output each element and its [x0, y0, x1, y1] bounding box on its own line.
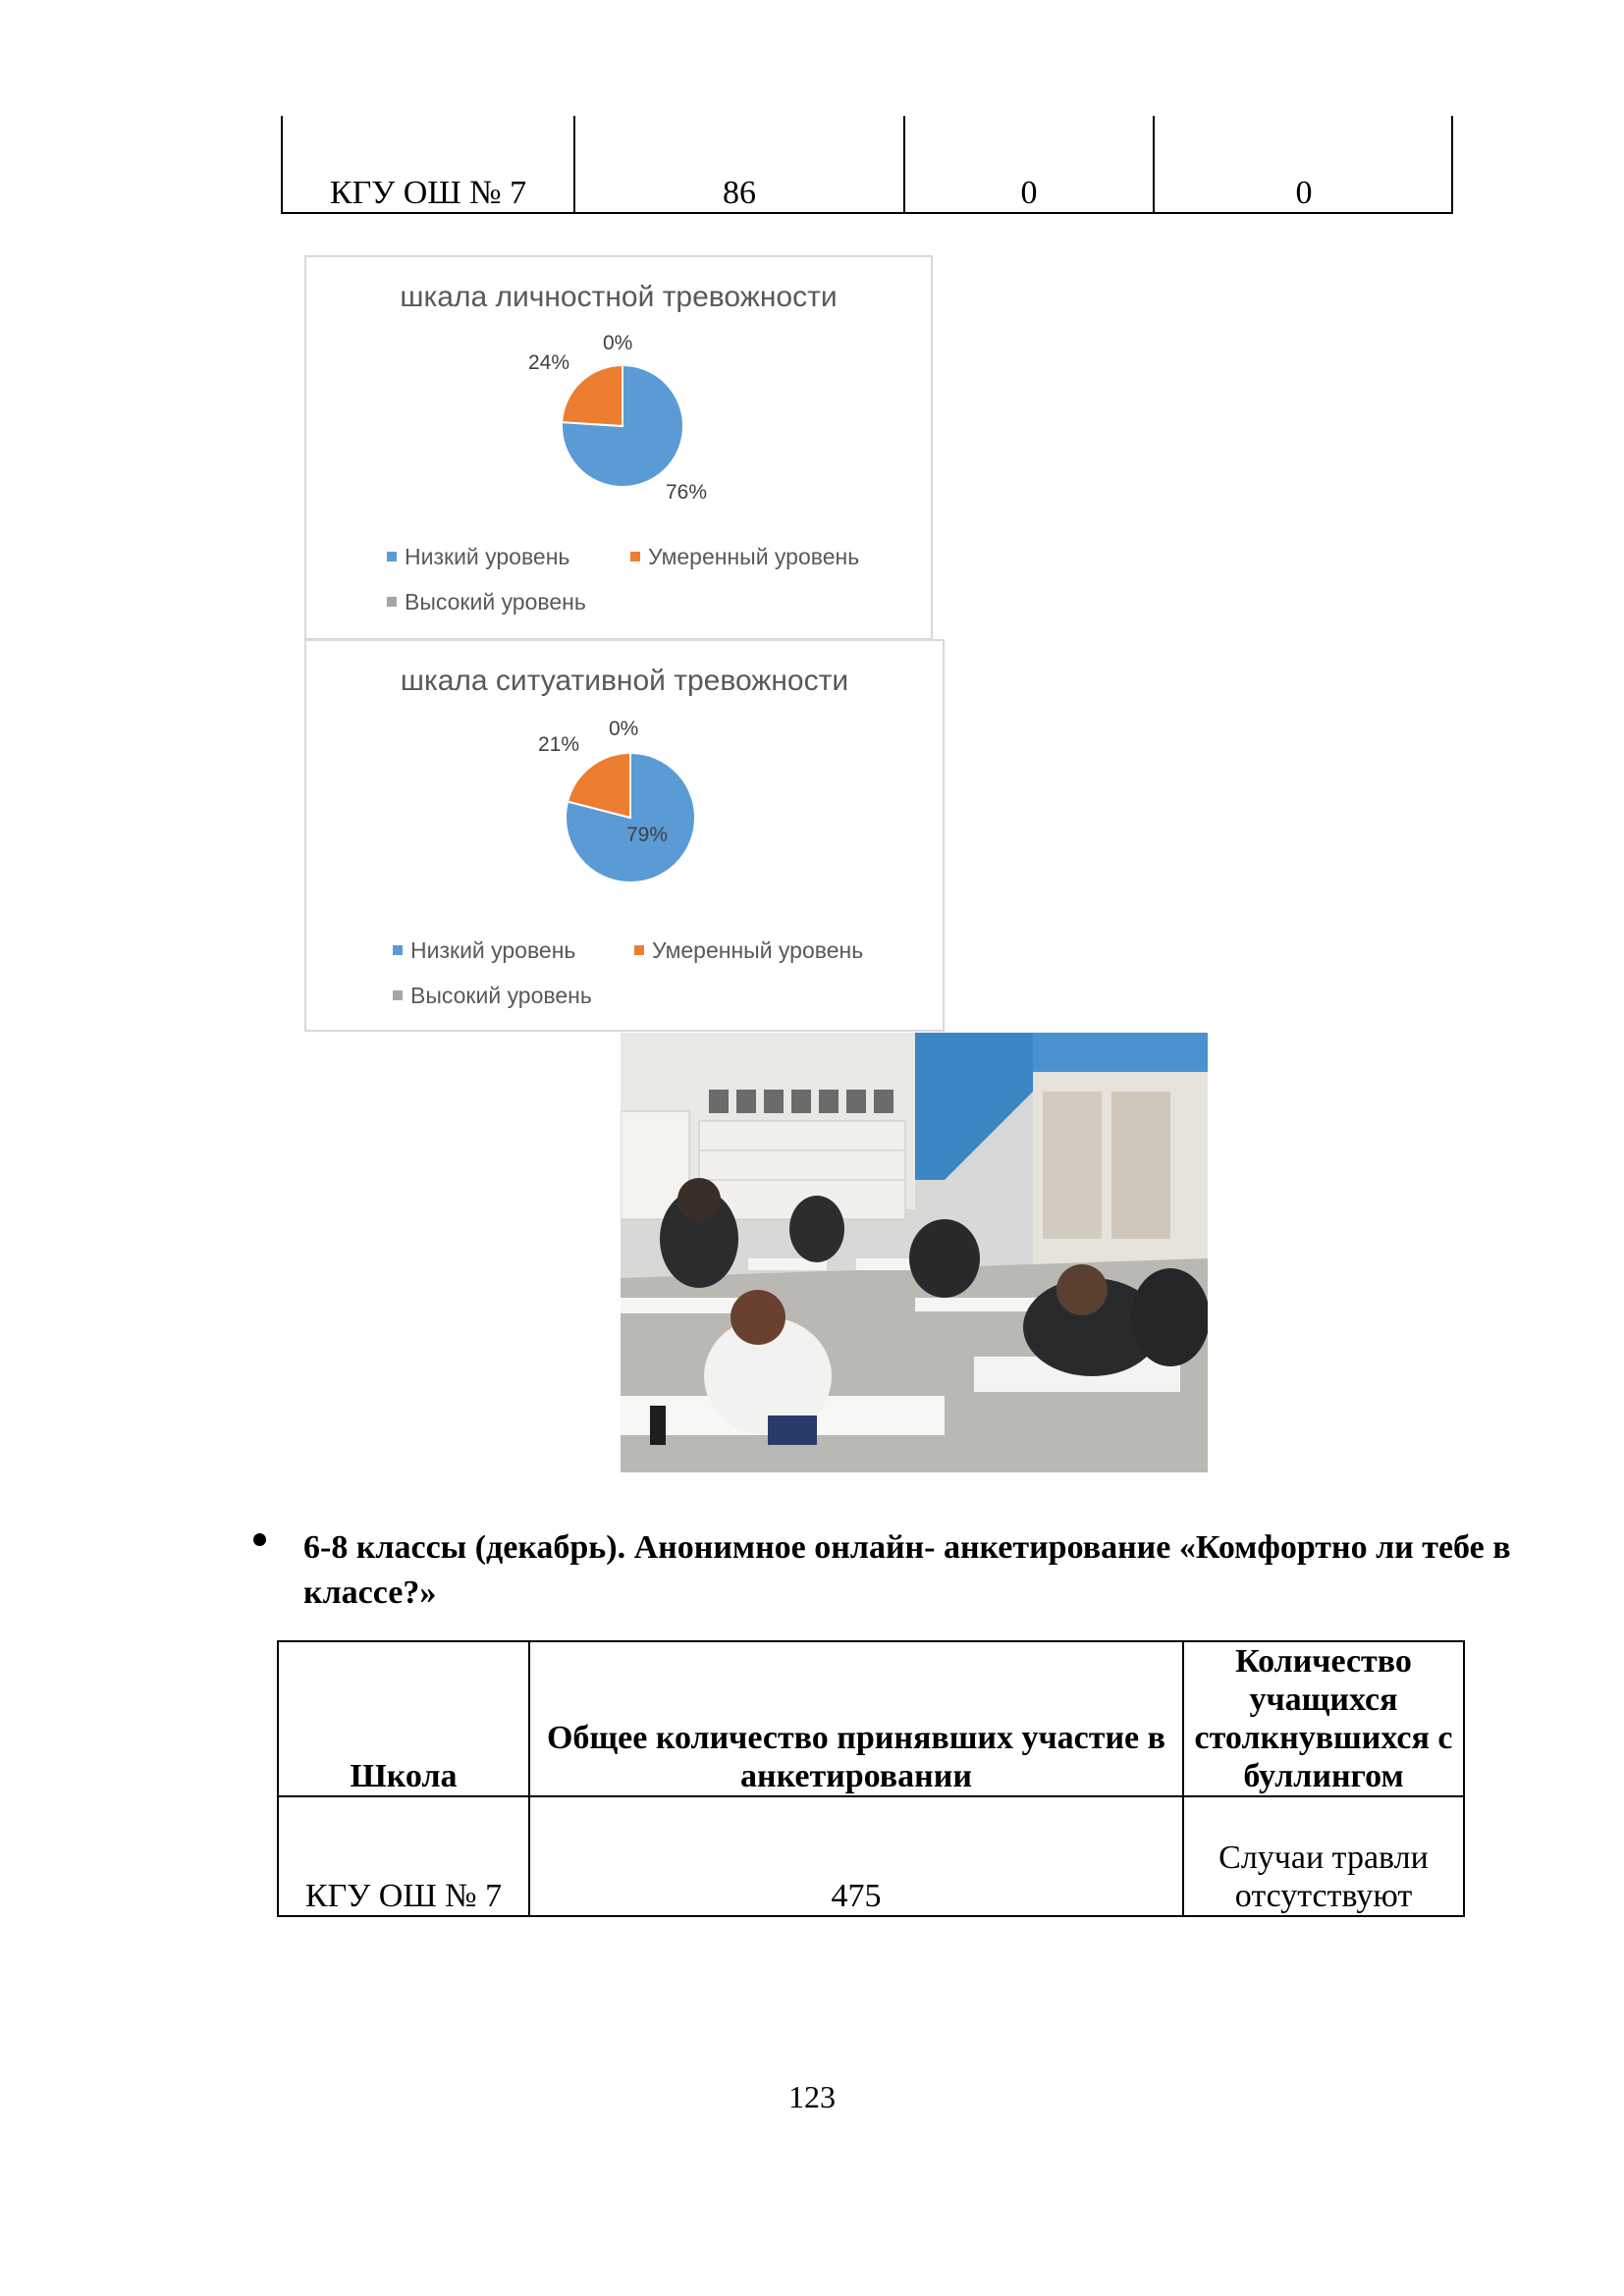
table-header-row — [278, 1641, 1464, 1796]
data-label-moderate: 21% — [538, 733, 580, 756]
table-cell: 86 — [573, 116, 903, 214]
legend-item-moderate: Умеренный уровень — [630, 544, 859, 570]
table-cell: Случаи травли отсутствуют — [1183, 1796, 1464, 1916]
column-header-bullying: Количество учащихся столкнувшихся с буллингом — [1183, 1641, 1464, 1796]
classroom-photo — [621, 1033, 1208, 1472]
legend-item-low: Низкий уровень — [387, 544, 569, 570]
legend-item-high: Высокий уровень — [393, 983, 592, 1009]
table-cell: КГУ ОШ № 7 — [281, 116, 573, 214]
bullying-table — [277, 1640, 1465, 1917]
chart-title: шкала личностной тревожности — [400, 281, 838, 313]
legend-swatch — [630, 552, 640, 561]
table-cell: 475 — [529, 1796, 1183, 1916]
legend-item-moderate: Умеренный уровень — [634, 937, 863, 964]
data-label-high: 0% — [603, 332, 633, 354]
legend-swatch — [393, 990, 403, 1000]
table-cell: 0 — [1153, 116, 1453, 214]
data-label-low: 79% — [626, 824, 669, 846]
pie-slice-moderate — [562, 365, 623, 426]
pie-chart-situational-anxiety — [304, 639, 945, 1032]
legend-swatch — [387, 597, 397, 607]
column-header-school: Школа — [278, 1641, 529, 1796]
data-label-low: 76% — [666, 481, 708, 504]
legend-swatch — [634, 945, 644, 955]
classroom-photo-image — [621, 1033, 1208, 1472]
data-label-moderate: 24% — [528, 351, 570, 374]
legend-item-low: Низкий уровень — [393, 937, 575, 964]
table-cell: КГУ ОШ № 7 — [278, 1796, 529, 1916]
legend-swatch — [387, 552, 397, 561]
top-table — [281, 116, 1453, 214]
pie-chart-svg — [306, 257, 935, 642]
chart-title: шкала ситуативной тревожности — [400, 665, 849, 697]
data-label-high: 0% — [609, 718, 639, 740]
page-number: 123 — [788, 2079, 836, 2114]
legend-item-high: Высокий уровень — [387, 589, 586, 615]
bullet-icon — [253, 1533, 266, 1546]
table-cell: 0 — [903, 116, 1153, 214]
bullet-paragraph: 6-8 классы (декабрь). Анонимное онлайн- анкетирование «Комфортно ли тебе в классе?» — [303, 1529, 1511, 1611]
legend-swatch — [393, 945, 403, 955]
pie-chart-personal-anxiety — [304, 255, 933, 640]
column-header-total: Общее количество принявших участие в анкетировании — [529, 1641, 1183, 1796]
table-row — [278, 1796, 1464, 1916]
